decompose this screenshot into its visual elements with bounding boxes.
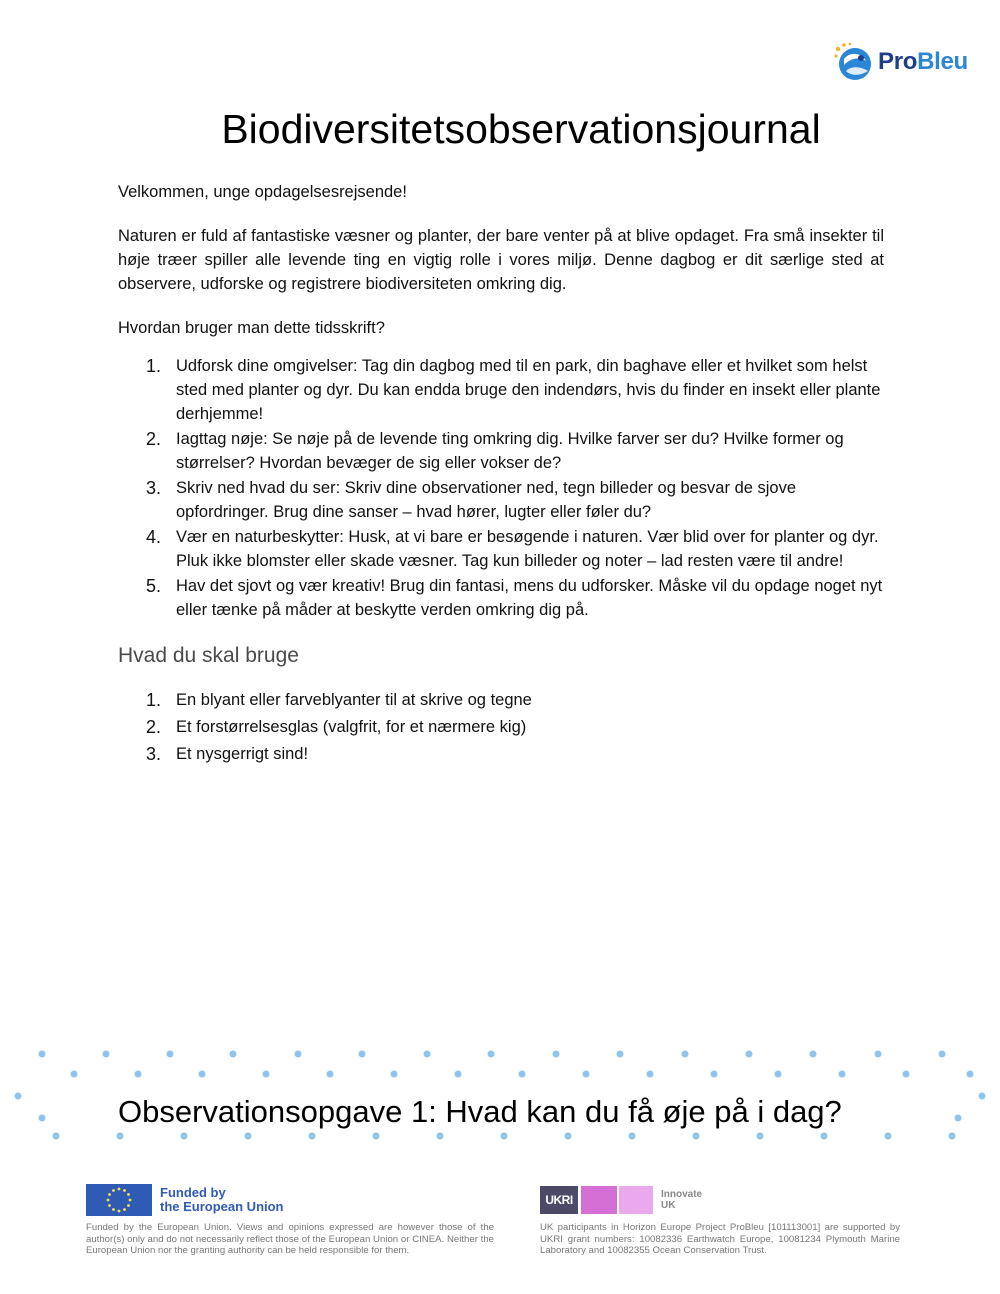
list-number: 2. [146, 429, 162, 449]
list-number: 3. [146, 744, 162, 764]
probleu-globe-icon [832, 41, 874, 83]
probleu-logo [832, 40, 982, 84]
eu-funded-label: Funded by the European Union [160, 1185, 284, 1214]
howto-heading: Hvordan bruger man dette tidsskrift? [118, 319, 385, 337]
list-item-text: Skriv ned hvad du ser: Skriv dine observationer ned, tegn billeder og besvar de sjove opfordringer. Brug dine sanser – hvad hører, lugter eller føler du? [176, 479, 797, 521]
supplies-heading: Hvad du skal bruge [118, 644, 299, 667]
list-number: 1. [146, 356, 162, 376]
observation-task-heading: Observationsopgave 1: Hvad kan du få øje på i dag? [118, 1094, 842, 1129]
journal-intro [118, 180, 884, 769]
list-item-text: Et forstørrelsesglas (valgfrit, for et nærmere kig) [176, 718, 527, 736]
list-item [118, 354, 884, 426]
eu-disclaimer: Funded by the European Union. Views and opinions expressed are however those of the author(s) only and do not necessarily reflect those of the European Union or CINEA. Neither the European Union nor the granting authority can be held responsible for them. [86, 1222, 494, 1256]
steps-list [118, 354, 884, 622]
page-title: Biodiversitetsobservationsjournal [221, 106, 821, 152]
list-item-text: Hav det sjovt og vær kreativ! Brug din fantasi, mens du udforsker. Måske vil du opdage noget nyt eller tænke på måder at beskytte verden omkring dig på. [176, 577, 883, 619]
probleu-wordmark: ProBleu [878, 48, 968, 75]
list-number: 4. [146, 527, 162, 547]
list-item-text: Udforsk dine omgivelser: Tag din dagbog med til en park, din baghave eller et hvilket som helst sted med planter og dyr. Du kan endda bruge den indendørs, hvis du finder en insekt eller plante derhjemme! [176, 357, 881, 423]
list-item [118, 715, 884, 739]
intro-paragraph: Naturen er fuld af fantastiske væsner og planter, der bare venter på at blive opdaget. Fra små insekter til høje træer spiller alle levende ting en vigtig rolle i vores miljø. Denne dagbog er dit særlige sted at observere, udforske og registrere biodiversiteten omkring dig. [118, 227, 884, 293]
innovate-uk-label: Innovate UK [661, 1189, 703, 1211]
innovate-uk-logo-block [581, 1186, 617, 1214]
ukri-logo: UKRI [540, 1186, 578, 1214]
list-number: 2. [146, 717, 162, 737]
list-item-text: Et nysgerrigt sind! [176, 745, 309, 763]
ukri-funding-block [540, 1184, 900, 1257]
list-item-text: Iagttag nøje: Se nøje på de levende ting omkring dig. Hvilke farver ser du? Hvilke former og størrelser? Hvordan bevæger de sig eller vokser de? [176, 430, 844, 472]
list-number: 3. [146, 478, 162, 498]
innovate-uk-logo-tab [619, 1186, 653, 1214]
supplies-list [118, 688, 884, 766]
uk-disclaimer: UK participants in Horizon Europe Project ProBleu [101113001] are supported by UKRI grant numbers: 10082336 Earthwatch Europe, 10081234 Plymouth Marine Laboratory and 10082355 Ocean Conservation Trust. [540, 1222, 900, 1256]
list-item-text: En blyant eller farveblyanter til at skrive og tegne [176, 691, 532, 709]
list-item-text: Vær en naturbeskytter: Husk, at vi bare er besøgende i naturen. Vær blid over for planter og dyr. Pluk ikke blomster eller skade væsner. Tag kun billeder og noter – lad resten være til andre! [176, 528, 879, 570]
list-item [118, 574, 884, 622]
list-number: 1. [146, 690, 162, 710]
eu-funding-block [86, 1184, 494, 1257]
eu-flag-icon [86, 1184, 152, 1216]
list-number: 5. [146, 576, 162, 596]
welcome-text: Velkommen, unge opdagelsesrejsende! [118, 183, 407, 201]
list-item [118, 427, 884, 475]
list-item [118, 742, 884, 766]
list-item [118, 688, 884, 712]
list-item [118, 525, 884, 573]
list-item [118, 476, 884, 524]
